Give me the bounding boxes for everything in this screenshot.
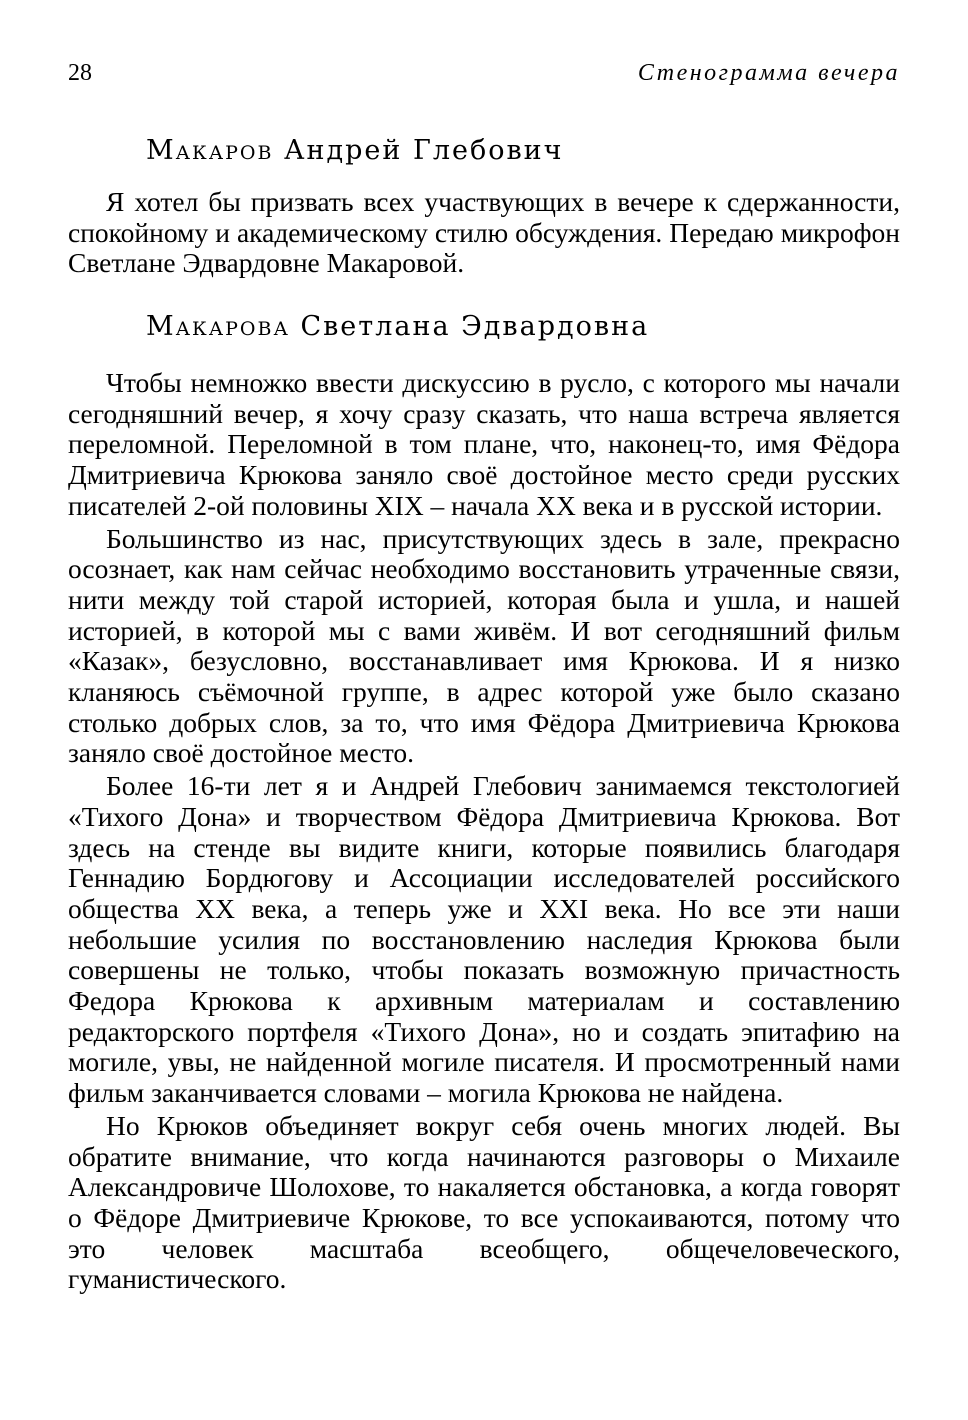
paragraph: Но Крюков объединяет вокруг себя очень многих людей. Вы обратите внимание, что когда начинаются разговоры о Михаиле Александровиче Шолохове, то накаляется обстановка, а когда говорят о Фёдоре Дмитриевиче Крюкове, то все успокаиваются, потому что это человек масштаба всеобщего, общечеловеческого, гуманистического. bbox=[68, 1109, 900, 1295]
paragraph: Я хотел бы призвать всех участвующих в вечере к сдержанности, спокойному и академическому стилю обсуждения. Передаю микрофон Светлане Эдвардовне Макаровой. bbox=[68, 186, 900, 279]
speaker-surname: Макаров bbox=[146, 135, 274, 166]
speaker-heading-makarov bbox=[146, 134, 564, 168]
running-head bbox=[68, 60, 900, 90]
running-title: Стенограмма вечера bbox=[637, 60, 900, 86]
speaker-given-name: Андрей Глебович bbox=[284, 135, 564, 166]
speech-makarova bbox=[68, 368, 900, 1295]
speaker-surname: Макарова bbox=[146, 311, 290, 342]
paragraph: Чтобы немножко ввести дискуссию в русло, с которого мы начали сегодняшний вечер, я хочу сразу сказать, что наша встреча является переломной. Переломной в том плане, что, наконец-то, имя Фёдора Дмитриевича Крюкова заняло своё достойное место среди русских писателей 2-ой половины XIX – начала XX века и в русской истории. bbox=[68, 367, 900, 521]
page-number: 28 bbox=[68, 60, 92, 86]
speech-makarov bbox=[68, 187, 900, 279]
paragraph: Более 16-ти лет я и Андрей Глебович занимаемся текстологией «Тихого Дона» и творчеством Фёдора Дмитриевича Крюкова. Вот здесь на стенде вы видите книги, которые появились благодаря Геннадию Бордюгову и Ассоциации исследователей российского общества XX века, а теперь уже и XXI века. Но все эти наши небольшие усилия по восстановлению наследия Крюкова были совершены не только, чтобы показать возможную причастность Федора Крюкова к архивным материалам и составлению редакторского портфеля «Тихого Дона», но и создать эпитафию на могиле, увы, не найденной могиле писателя. И просмотренный нами фильм заканчивается словами – могила Крюкова не найдена. bbox=[68, 770, 900, 1109]
speaker-heading-makarova bbox=[146, 310, 649, 344]
speaker-given-name: Светлана Эдвардовна bbox=[300, 311, 650, 342]
paragraph: Большинство из нас, присутствующих здесь в зале, прекрасно осознает, как нам сейчас необходимо восстановить утраченные связи, нити между той старой историей, которая была и ушла, и нашей историей, в которой мы с вами живём. И вот сегодняшний фильм «Казак», безусловно, восстанавливает имя Крюкова. И я низко кланяюсь съёмочной группе, в адрес которой уже было сказано столько добрых слов, за то, что имя Фёдора Дмитриевича Крюкова заняло своё достойное место. bbox=[68, 522, 900, 769]
